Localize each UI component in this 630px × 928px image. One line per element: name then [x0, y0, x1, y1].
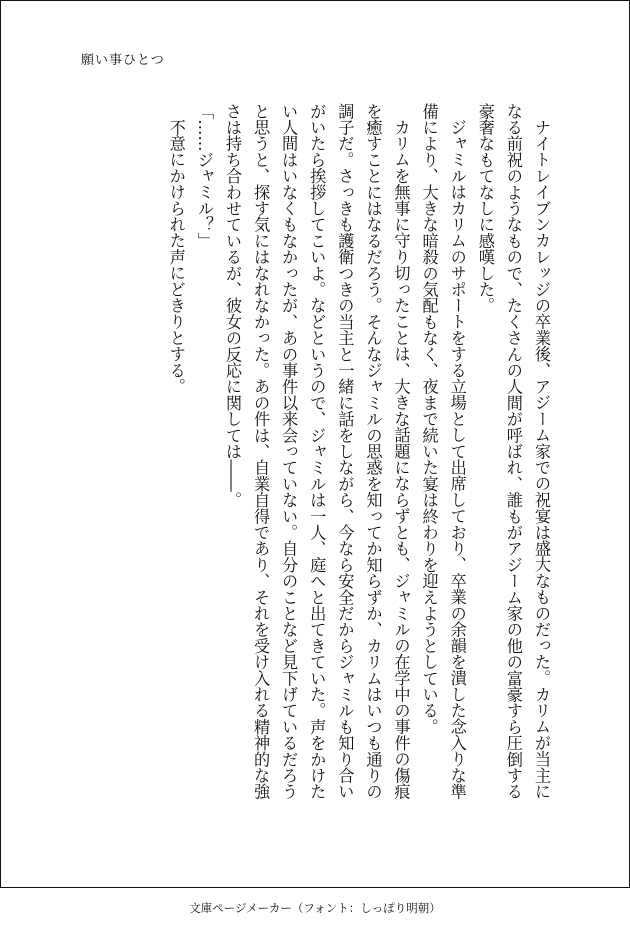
paragraph-dialogue: 「……ジャミル？」 — [194, 103, 214, 249]
paragraph-5: 不意にかけられた声にどきりとする。 — [166, 119, 186, 395]
footer-caption: 文庫ページメーカー（フォント：しっぽり明朝） — [189, 901, 441, 915]
chapter-title: 願い事ひとつ — [81, 53, 165, 68]
paragraph-3: カリムを無事に守り切ったことは、大きな話題にならずとも、ジャミルの在学中の事件の傷痕を癒すことにはなるだろう。そんなジャミルの思惑を知ってか知らずか、カリムはいつも通りの調子だ。さっきも護衛つきの当主と一緒に話をしながら、今なら安全だからジャミルも知り合いがいたら挨拶してこいよ。などというので、ジャミルは一人、庭へと出てきていた。声をかけたい人間はいなくもなかったが、あの事件以来会っていない。自分のことなど見下げているだろうと思うと、探す気にはなれなかった。あの件は、自業自得であり、それを受け入れる精神的な強さは持ち合わせているが、彼女の反応に関しては――。 — [222, 103, 411, 800]
paragraph-2: ジャミルはカリムのサポートをする立場として出席しており、卒業の余韻を潰した念入りな準備により、大きな暗殺の気配もなく、夜まで続いた宴は終わりを迎えようとしている。 — [419, 103, 467, 800]
vertical-body-text — [162, 103, 555, 803]
paragraph-1: ナイトレイブンカレッジの卒業後、アジーム家での祝宴は盛大なものだった。カリムが当主になる前祝のようなもので、たくさんの人間が呼ばれ、誰もがアジーム家の他の富豪すら圧倒する豪奢なもてなしに感嘆した。 — [475, 103, 551, 800]
